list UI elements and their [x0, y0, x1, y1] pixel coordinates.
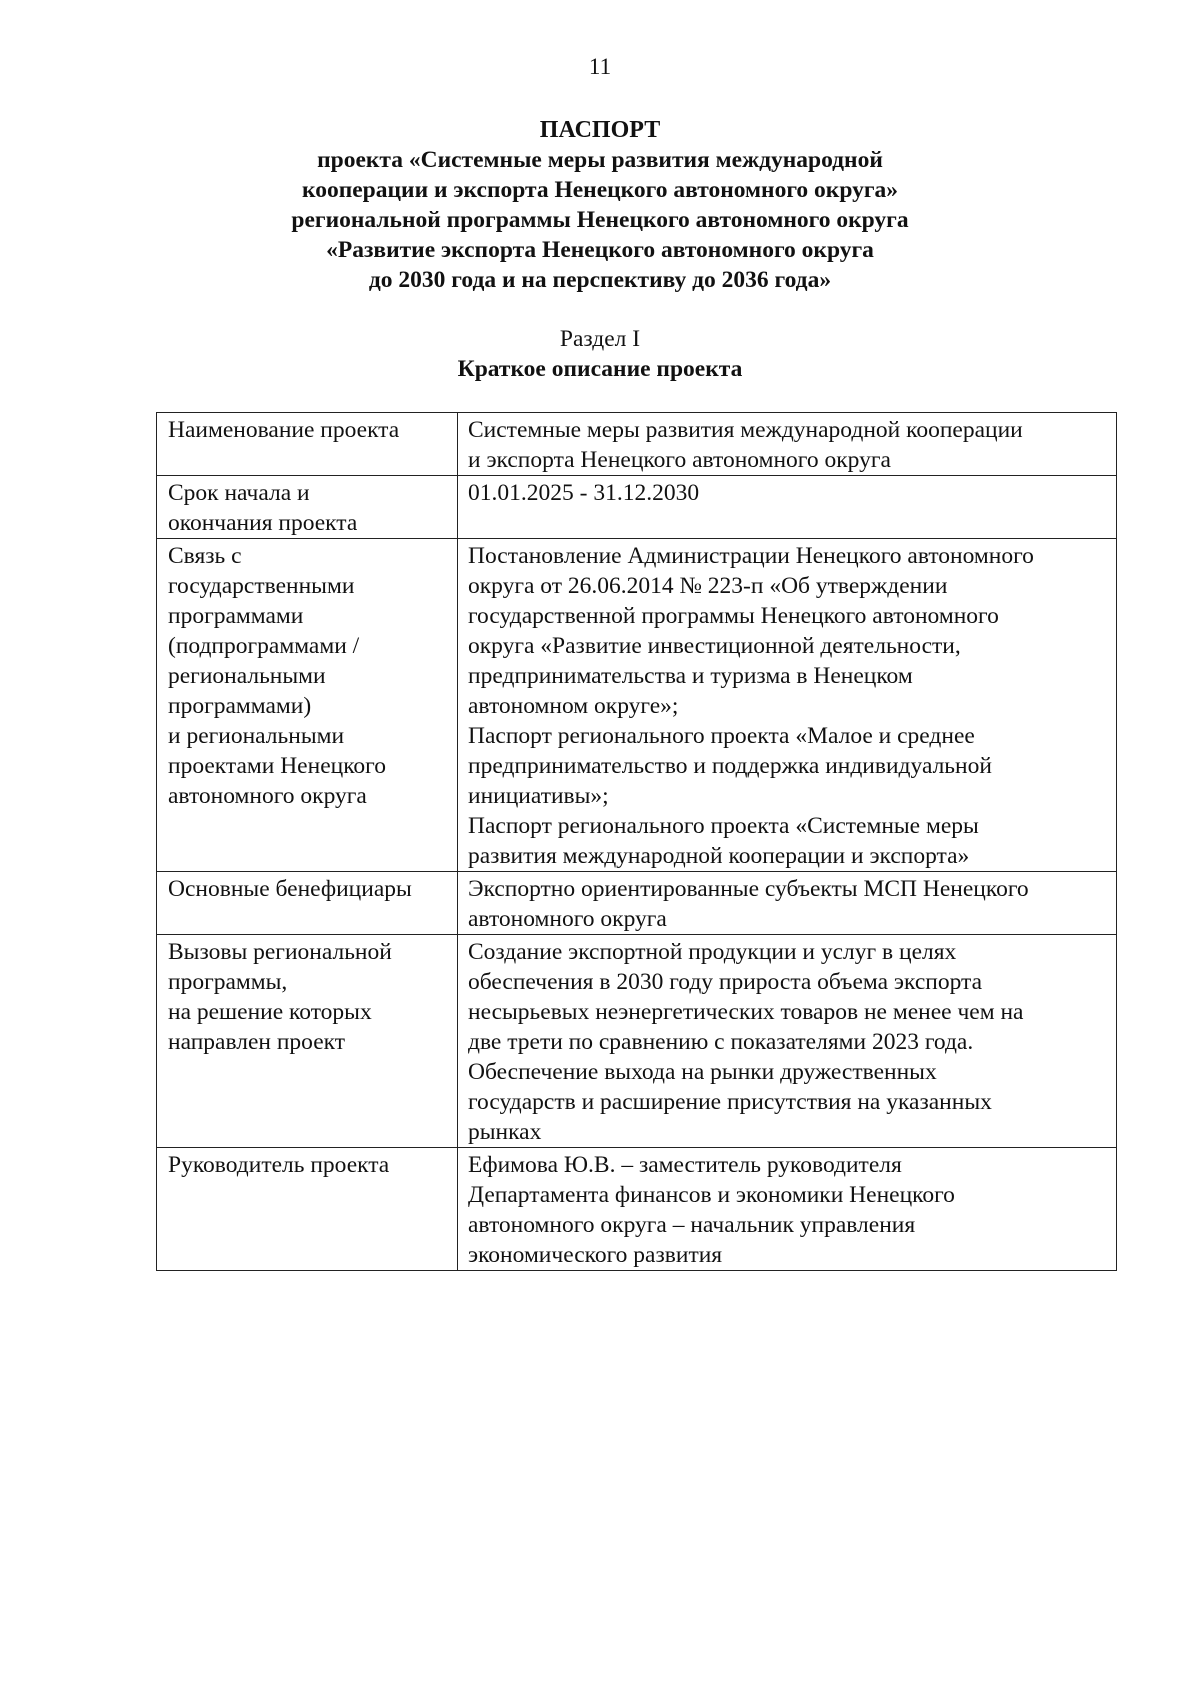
row-label: Основные бенефициары — [157, 872, 458, 935]
title-main: ПАСПОРТ — [539, 117, 661, 143]
row-label: Руководитель проекта — [157, 1148, 458, 1271]
document-title — [100, 115, 1100, 295]
table-row — [157, 1148, 1117, 1271]
row-value: Создание экспортной продукции и услуг в целях обеспечения в 2030 году прироста объема экспорта несырьевых неэнергетических товаров не менее чем на две трети по сравнению с показателями 2023 года. Обеспечение выхода на рынки дружественных государств и расширение присутствия на указанных рынках — [458, 935, 1117, 1148]
table-row — [157, 539, 1117, 872]
row-label: Связь с государственными программами (подпрограммами / региональными программами) и региональными проектами Ненецкого автономного округа — [157, 539, 458, 872]
row-label: Вызовы региональной программы, на решение которых направлен проект — [157, 935, 458, 1148]
table-row — [157, 413, 1117, 476]
table-row — [157, 935, 1117, 1148]
row-value: 01.01.2025 - 31.12.2030 — [458, 476, 1117, 539]
table-row — [157, 872, 1117, 935]
row-label: Наименование проекта — [157, 413, 458, 476]
section-heading — [100, 324, 1100, 384]
title-line-3: региональной программы Ненецкого автономного округа — [291, 207, 909, 233]
row-label: Срок начала и окончания проекта — [157, 476, 458, 539]
page-number: 11 — [588, 54, 612, 79]
row-value: Системные меры развития международной кооперации и экспорта Ненецкого автономного округа — [458, 413, 1117, 476]
title-line-4: «Развитие экспорта Ненецкого автономного округа — [326, 237, 874, 263]
row-value: Постановление Администрации Ненецкого автономного округа от 26.06.2014 № 223-п «Об утверждении государственной программы Ненецкого автономного округа «Развитие инвестиционной деятельности, предпринимательства и туризма в Ненецком автономном округе»; Паспорт регионального проекта «Малое и среднее предпринимательство и поддержка индивидуальной инициативы»; Паспорт регионального проекта «Системные меры развития международной кооперации и экспорта» — [458, 539, 1117, 872]
project-summary-table — [156, 412, 1117, 1271]
title-line-5: до 2030 года и на перспективу до 2036 года» — [368, 267, 832, 293]
row-value: Экспортно ориентированные субъекты МСП Ненецкого автономного округа — [458, 872, 1117, 935]
row-value: Ефимова Ю.В. – заместитель руководителя Департамента финансов и экономики Ненецкого автономного округа – начальник управления экономического развития — [458, 1148, 1117, 1271]
title-line-2: кооперации и экспорта Ненецкого автономного округа» — [301, 177, 899, 203]
section-caption: Краткое описание проекта — [457, 356, 743, 382]
title-line-1: проекта «Системные меры развития международной — [317, 147, 883, 173]
section-label: Раздел I — [559, 326, 641, 352]
table-row — [157, 476, 1117, 539]
